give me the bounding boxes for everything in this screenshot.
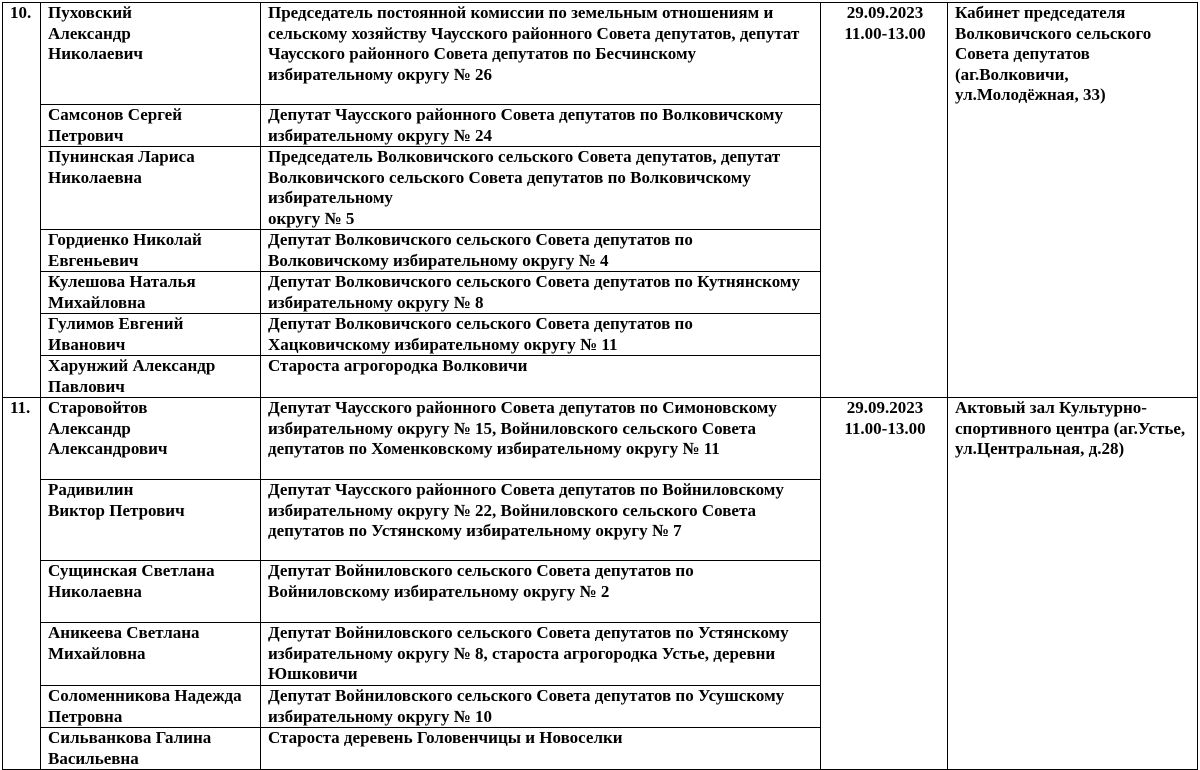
deputy-name: Старовойтов Александр Александрович	[41, 398, 261, 480]
deputy-name: Кулешова Наталья Михайловна	[41, 272, 261, 314]
reception-datetime: 29.09.2023 11.00-13.00	[821, 3, 948, 398]
table-row	[3, 398, 1198, 480]
deputy-position: Председатель постоянной комиссии по земельным отношениям и сельскому хозяйству Чаусского районного Совета депутатов, депутат Чаусского районного Совета депутатов по Бесчинскому избирательному округу № 26	[261, 3, 821, 105]
deputy-position: Депутат Войниловского сельского Совета депутатов по Устянскому избирательному округу № 8, староста агрогородка Устье, деревни Юшковичи	[261, 623, 821, 686]
deputy-position: Депутат Чаусского районного Совета депутатов по Войниловскому избирательному округу № 22, Войниловского сельского Совета депутатов по Устянскому избирательному округу № 7	[261, 480, 821, 561]
deputy-position: Депутат Войниловского сельского Совета депутатов по Войниловскому избирательному округу № 2	[261, 561, 821, 623]
deputy-name: Гулимов Евгений Иванович	[41, 314, 261, 356]
deputy-position: Председатель Волковичского сельского Совета депутатов, депутат Волковичского сельского Совета депутатов по Волковичскому избирательному округу № 5	[261, 147, 821, 230]
group-number: 10.	[3, 3, 41, 398]
deputy-name: Сущинская Светлана Николаевна	[41, 561, 261, 623]
table-row	[3, 3, 1198, 105]
deputy-name: Соломенникова Надежда Петровна	[41, 686, 261, 728]
deputy-name: Радивилин Виктор Петрович	[41, 480, 261, 561]
deputy-name: Аникеева Светлана Михайловна	[41, 623, 261, 686]
deputy-name: Сильванкова Галина Васильевна	[41, 728, 261, 770]
deputy-name: Самсонов Сергей Петрович	[41, 105, 261, 147]
reception-datetime: 29.09.2023 11.00-13.00	[821, 398, 948, 770]
deputy-position: Депутат Волковичского сельского Совета депутатов по Хацковичскому избирательному округу № 11	[261, 314, 821, 356]
deputy-name: Гордиенко Николай Евгеньевич	[41, 230, 261, 272]
group-number: 11.	[3, 398, 41, 770]
deputy-position: Староста деревень Головенчицы и Новоселки	[261, 728, 821, 770]
reception-place: Актовый зал Культурно-спортивного центра (аг.Устье, ул.Центральная, д.28)	[948, 398, 1198, 770]
deputy-position: Депутат Волковичского сельского Совета депутатов по Кутнянскому избирательному округу № 8	[261, 272, 821, 314]
deputy-position: Староста агрогородка Волковичи	[261, 356, 821, 398]
deputy-name: Пуховский Александр Николаевич	[41, 3, 261, 105]
reception-schedule-table	[2, 2, 1198, 770]
deputy-position: Депутат Чаусского районного Совета депутатов по Волковичскому избирательному округу № 24	[261, 105, 821, 147]
reception-place: Кабинет председателя Волковичского сельского Совета депутатов (аг.Волковичи, ул.Молодёжная, 33)	[948, 3, 1198, 398]
deputy-position: Депутат Волковичского сельского Совета депутатов по Волковичскому избирательному округу № 4	[261, 230, 821, 272]
deputy-position: Депутат Чаусского районного Совета депутатов по Симоновскому избирательному округу № 15, Войниловского сельского Совета депутатов по Хоменковскому избирательному округу № 11	[261, 398, 821, 480]
deputy-name: Пунинская Лариса Николаевна	[41, 147, 261, 230]
deputy-position: Депутат Войниловского сельского Совета депутатов по Усушскому избирательному округу № 10	[261, 686, 821, 728]
deputy-name: Харунжий Александр Павлович	[41, 356, 261, 398]
